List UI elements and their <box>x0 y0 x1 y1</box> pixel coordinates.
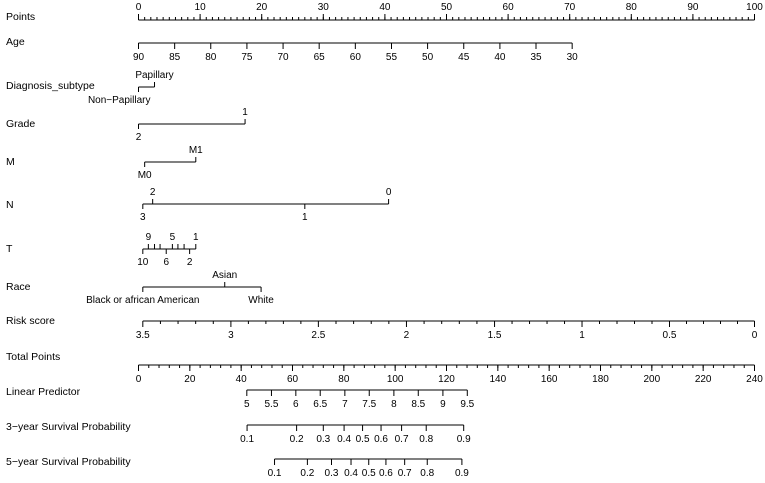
n-row <box>6 187 392 223</box>
age-row <box>6 36 578 63</box>
tick-label: 0.5 <box>662 330 677 341</box>
category-label: 0 <box>385 187 392 198</box>
category-label: 1 <box>302 212 308 223</box>
category-label: 1 <box>242 107 248 118</box>
tick-label: 9.5 <box>460 399 475 410</box>
category-label: M1 <box>188 145 203 156</box>
tick-label: 0.3 <box>316 434 331 445</box>
tick-label: 9 <box>440 399 446 410</box>
t-row <box>6 232 199 268</box>
tick-label: 80 <box>205 52 217 63</box>
tick-label: 20 <box>256 2 268 13</box>
tick-label: 5.5 <box>264 399 279 410</box>
tick-label: 0 <box>751 330 758 341</box>
tick-label: 50 <box>440 2 453 13</box>
category-label: 5 <box>169 232 176 243</box>
tick-label: 1 <box>579 330 585 341</box>
category-label: Asian <box>212 270 238 281</box>
tick-label: 0.4 <box>337 434 352 445</box>
tick-label: 6.5 <box>313 399 328 410</box>
tick-label: 90 <box>132 52 145 63</box>
category-label: 3 <box>140 212 146 223</box>
diagnosis-subtype-row <box>6 70 174 106</box>
tick-label: 7.5 <box>362 399 377 410</box>
tick-label: 0.7 <box>394 434 409 445</box>
tick-label: 0.5 <box>355 434 370 445</box>
tick-label: 200 <box>643 374 661 385</box>
tick-label: 0.3 <box>324 468 339 479</box>
category-label: 6 <box>163 257 170 268</box>
category-label: Papillary <box>135 70 174 81</box>
tick-label: 35 <box>530 52 542 63</box>
total-points-row <box>6 351 763 385</box>
tick-label: 0.5 <box>361 468 376 479</box>
row-label: Race <box>6 281 31 293</box>
row-label: Grade <box>6 118 36 130</box>
tick-label: 70 <box>277 52 289 63</box>
tick-label: 220 <box>694 374 712 385</box>
tick-label: 65 <box>313 52 325 63</box>
category-label: 2 <box>186 257 193 268</box>
tick-label: 0.1 <box>240 434 255 445</box>
tick-label: 85 <box>169 52 181 63</box>
category-label: M0 <box>137 170 152 181</box>
tick-label: 45 <box>458 52 470 63</box>
tick-label: 0.9 <box>456 434 471 445</box>
tick-label: 8 <box>391 399 397 410</box>
tick-label: 0.2 <box>289 434 304 445</box>
category-label: 9 <box>145 232 152 243</box>
survival-3yr-row <box>6 421 471 445</box>
tick-label: 7 <box>342 399 348 410</box>
tick-label: 0 <box>135 2 142 13</box>
tick-label: 60 <box>349 52 361 63</box>
row-label: N <box>6 199 14 211</box>
tick-label: 40 <box>494 52 506 63</box>
tick-label: 0.7 <box>397 468 412 479</box>
row-label: Risk score <box>6 315 56 327</box>
tick-label: 80 <box>625 2 637 13</box>
tick-label: 30 <box>566 52 578 63</box>
risk-score-row <box>6 315 758 341</box>
tick-label: 0.9 <box>454 468 469 479</box>
tick-label: 120 <box>438 374 455 385</box>
tick-label: 6 <box>293 399 299 410</box>
tick-label: 0.8 <box>419 434 434 445</box>
tick-label: 0.2 <box>300 468 315 479</box>
tick-label: 70 <box>564 2 576 13</box>
tick-label: 5 <box>244 399 250 410</box>
linear-predictor-row <box>6 386 475 410</box>
row-label: 3−year Survival Probability <box>6 421 131 433</box>
points-row <box>6 2 763 23</box>
tick-label: 1.5 <box>487 330 502 341</box>
tick-label: 30 <box>317 2 329 13</box>
tick-label: 40 <box>235 374 247 385</box>
category-label: 2 <box>135 132 142 143</box>
tick-label: 20 <box>184 374 196 385</box>
tick-label: 180 <box>592 374 609 385</box>
tick-label: 140 <box>489 374 507 385</box>
tick-label: 40 <box>379 2 391 13</box>
row-label: Diagnosis_subtype <box>6 80 95 92</box>
tick-label: 0.6 <box>378 468 393 479</box>
race-row <box>6 270 274 306</box>
tick-label: 55 <box>385 52 398 63</box>
tick-label: 50 <box>422 52 434 63</box>
tick-label: 80 <box>338 374 350 385</box>
category-label: 1 <box>193 232 199 243</box>
tick-label: 8.5 <box>411 399 426 410</box>
row-label: Linear Predictor <box>6 386 81 398</box>
grade-row <box>6 107 248 143</box>
category-label: 10 <box>137 257 149 268</box>
tick-label: 60 <box>502 2 514 13</box>
tick-label: 0.4 <box>344 468 358 479</box>
tick-label: 0.6 <box>374 434 389 445</box>
tick-label: 3 <box>228 330 234 341</box>
tick-label: 160 <box>540 374 558 385</box>
category-label: White <box>248 295 274 306</box>
tick-label: 100 <box>746 2 763 13</box>
row-label: Total Points <box>6 351 61 363</box>
tick-label: 240 <box>746 374 763 385</box>
tick-label: 100 <box>386 374 404 385</box>
survival-5yr-row <box>6 456 469 479</box>
tick-label: 60 <box>286 374 299 385</box>
tick-label: 75 <box>241 52 253 63</box>
category-label: Black or african American <box>86 295 200 306</box>
tick-label: 90 <box>687 2 699 13</box>
m-row <box>6 145 203 181</box>
row-label: 5−year Survival Probability <box>6 456 131 468</box>
row-label: Points <box>6 11 36 23</box>
row-label: Age <box>6 36 25 48</box>
tick-label: 3.5 <box>135 330 150 341</box>
row-label: T <box>6 243 13 255</box>
row-label: M <box>6 156 15 168</box>
tick-label: 0 <box>135 374 142 385</box>
tick-label: 2 <box>403 330 410 341</box>
category-label: Non−Papillary <box>87 95 151 106</box>
tick-label: 0.1 <box>267 468 282 479</box>
tick-label: 0.8 <box>420 468 435 479</box>
category-label: 2 <box>149 187 156 198</box>
tick-label: 10 <box>194 2 206 13</box>
tick-label: 2.5 <box>311 330 326 341</box>
